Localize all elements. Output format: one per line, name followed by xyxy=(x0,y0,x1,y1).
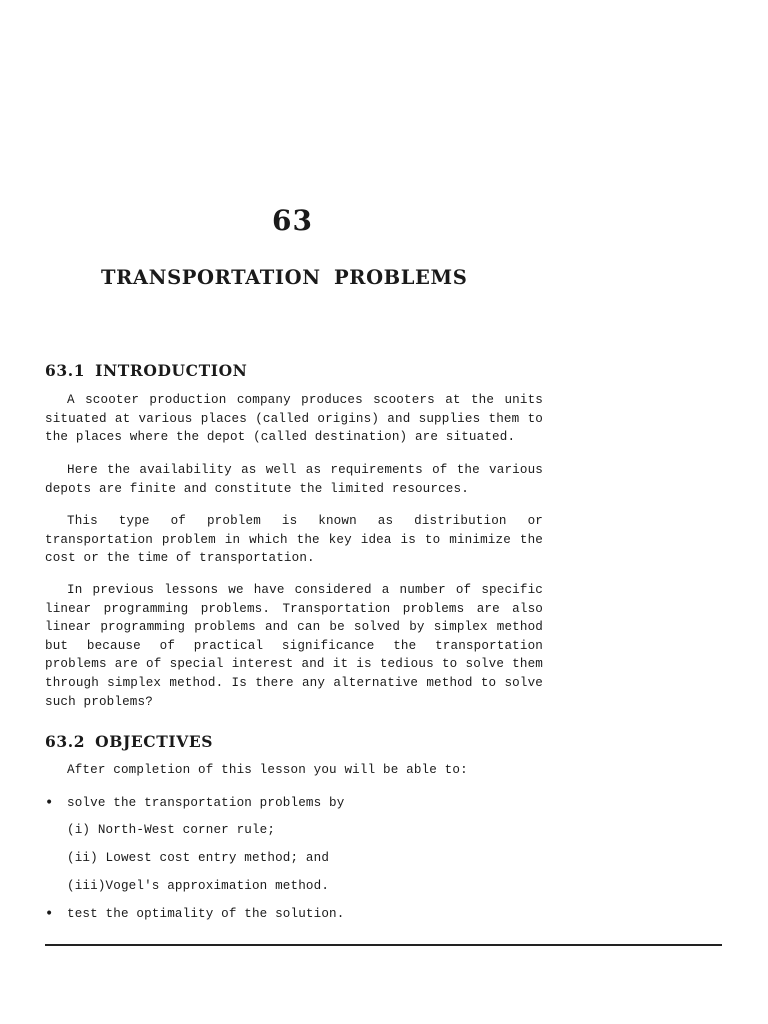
chapter-number: 63 xyxy=(272,204,313,237)
bullet-icon: • xyxy=(45,795,54,811)
section-title: INTRODUCTION xyxy=(95,361,248,380)
intro-paragraph-4: In previous lessons we have considered a number of specific linear programming problems. Transportation problems are also linear programming problems and can be solved by simplex method but because of practical significance the transportation problems are of special interest and it is tedious to solve them through simplex method. Is there any alternative method to solve such problems? xyxy=(45,583,543,709)
bottom-divider xyxy=(45,944,722,946)
bullet-icon: • xyxy=(45,906,54,922)
section-number: 63.1 xyxy=(45,361,86,380)
section-title: OBJECTIVES xyxy=(95,732,214,751)
section-heading-introduction xyxy=(45,361,247,380)
section-number: 63.2 xyxy=(45,732,86,751)
objective-item-2: test the optimality of the solution. xyxy=(67,907,345,921)
chapter-title: TRANSPORTATION PROBLEMS xyxy=(101,266,468,289)
method-item-1: (i) North-West corner rule; xyxy=(67,823,276,837)
intro-paragraph-1: A scooter production company produces scooters at the units situated at various places (called origins) and supplies them to the places where the depot (called destination) are situated. xyxy=(45,393,543,445)
method-item-2: (ii) Lowest cost entry method; and xyxy=(67,851,330,865)
objectives-lead: After completion of this lesson you will be able to: xyxy=(67,763,468,777)
method-item-3: (iii)Vogel's approximation method. xyxy=(67,879,330,893)
objective-item-1: solve the transportation problems by xyxy=(67,796,345,810)
intro-paragraph-3: This type of problem is known as distribution or transportation problem in which the key idea is to minimize the cost or the time of transportation. xyxy=(45,514,543,566)
intro-paragraph-2: Here the availability as well as requirements of the various depots are finite and constitute the limited resources. xyxy=(45,463,543,496)
section-heading-objectives xyxy=(45,732,213,751)
